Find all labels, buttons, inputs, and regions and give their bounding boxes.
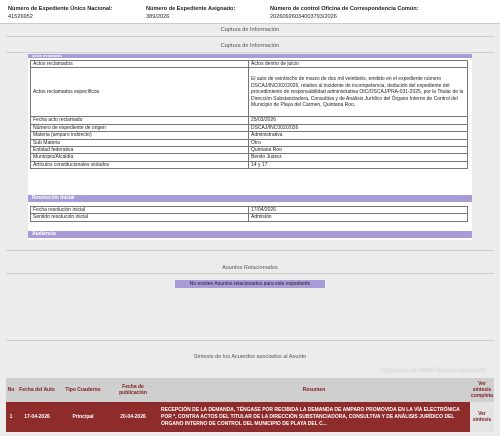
- row-key: Número de expediente de origen: [31, 124, 249, 131]
- table-row: [31, 161, 468, 168]
- control-value: 20260926034003793/2026: [270, 14, 337, 20]
- exp-nacional-label: Número de Expediente Único Nacional:: [8, 6, 113, 12]
- sintesis-title: Síntesis de los Acuerdos asociados al Asunto: [193, 354, 307, 360]
- control-label: Número de control Oficina de Correspondencia Común:: [270, 6, 419, 12]
- divider: [6, 340, 494, 341]
- row-key: Actos reclamados: [31, 61, 249, 68]
- divider: [6, 52, 494, 53]
- col-ver-sintesis: Ver síntesis completa: [470, 378, 494, 402]
- table-row: [31, 139, 468, 146]
- row-value: 14 y 17: [249, 161, 468, 168]
- asuntos-empty-message: No existen Asuntos relacionados para este expediente: [175, 280, 325, 288]
- row-value: Benito Juárez: [249, 154, 468, 161]
- table-row: [31, 214, 468, 221]
- row-value: 25/03/2026: [249, 117, 468, 124]
- ver-sintesis-link[interactable]: Ver síntesis: [470, 402, 494, 432]
- divider: [6, 36, 494, 37]
- row-key: Fecha acto reclamado: [31, 117, 249, 124]
- exp-nacional-value: 41526952: [8, 14, 33, 20]
- expediente-header: [0, 0, 500, 24]
- row-value: Administrativa: [249, 132, 468, 139]
- acuerdo-fecha-auto: 17-04-2026: [16, 402, 58, 432]
- row-key: Actos reclamados específicos: [31, 68, 249, 117]
- table-row: [31, 61, 468, 68]
- resolucion-table: [30, 206, 468, 222]
- exp-asignado-label: Número de Expediente Asignado:: [146, 6, 236, 12]
- captura-inner-title: Captura de Información: [220, 43, 280, 49]
- row-value: Admisión: [249, 214, 468, 221]
- acuerdo-tipo: Principal: [58, 402, 108, 432]
- row-value: DSCAJ/INC002/2026: [249, 124, 468, 131]
- col-fecha-publicacion: Fecha de publicación: [108, 378, 158, 402]
- row-key: Entidad federativa: [31, 147, 249, 154]
- exp-asignado: [146, 5, 235, 21]
- row-value: 17/04/2026: [249, 207, 468, 214]
- row-value: El auto de veintiocho de marzo de dos mil veintiséis, emitido en el expediente número DSCAJ/INC002/2026, relativo al incidente de incompetencia, deducido del expediente del procedimiento de responsabilidad administrativa OIC/OSCAJ/PRA-031-2025, por la Titular de la Dirección Substanciadora, Consultiva y de Análisis Jurídico del Órgano Interno de Control del Municipio de Playa del Carmen, Quintana Roo.: [249, 68, 468, 117]
- table-row: [31, 154, 468, 161]
- col-resumen: Resumen: [158, 378, 470, 402]
- acuerdo-fecha-pub: 20-04-2026: [108, 402, 158, 432]
- captura-outer-title: Captura de Información: [220, 27, 280, 33]
- row-key: Artículos constitucionales violados: [31, 161, 249, 168]
- acuerdo-resumen: RECEPCIÓN DE LA DEMANDA, TÉNGASE POR RECIBIDA LA DEMANDA DE AMPARO PROMOVIDA EN LA VÍA ELECTRÓNICA POR *, CONTRA ACTOS DEL TITULAR DE LA DIRECCIÓN SUBSTANCIADORA, CONSULTIVA Y DE ANÁLISIS JURÍDICO DEL ÓRGANO INTERNO DE CONTROL DEL MUNICIPIO DE PLAYA DEL C...: [158, 402, 470, 432]
- row-key: Sub Materia: [31, 139, 249, 146]
- audiencia-band: Audiencia: [28, 231, 472, 238]
- acuerdos-table: [6, 378, 494, 432]
- table-row: [31, 132, 468, 139]
- col-no: No: [6, 378, 16, 402]
- divider: [6, 273, 494, 274]
- table-row: [31, 68, 468, 117]
- row-value: Otro: [249, 139, 468, 146]
- col-fecha-auto: Fecha del Auto: [16, 378, 58, 402]
- row-key: Materia (amparo indirecto): [31, 132, 249, 139]
- row-key: Municipio/Alcaldía: [31, 154, 249, 161]
- asuntos-title: Asuntos Relacionados: [222, 265, 278, 271]
- table-row: [6, 402, 494, 432]
- acuerdo-no: 1: [6, 402, 16, 432]
- table-row: [31, 147, 468, 154]
- table-row: [31, 117, 468, 124]
- acuerdos-header-row: [6, 378, 494, 402]
- watermark: Optimizado con WebP Allkamy Autoconvert: [380, 368, 486, 374]
- row-key: Sentido resolución inicial: [31, 214, 249, 221]
- table-row: [31, 124, 468, 131]
- table-row: [31, 207, 468, 214]
- col-tipo-cuaderno: Tipo Cuaderno: [58, 378, 108, 402]
- exp-nacional: [8, 5, 112, 21]
- divider: [6, 250, 494, 251]
- exp-asignado-value: 389/2026: [146, 14, 170, 20]
- row-value: Quintana Roo: [249, 147, 468, 154]
- control-correspondencia: [270, 5, 419, 21]
- actos-band: Actos reclamados: [28, 54, 472, 58]
- actos-table: [30, 60, 468, 169]
- resolucion-band: Resolución Inicial: [28, 195, 472, 202]
- row-value: Actos dentro de juicio: [249, 61, 468, 68]
- row-key: Fecha resolución inicial: [31, 207, 249, 214]
